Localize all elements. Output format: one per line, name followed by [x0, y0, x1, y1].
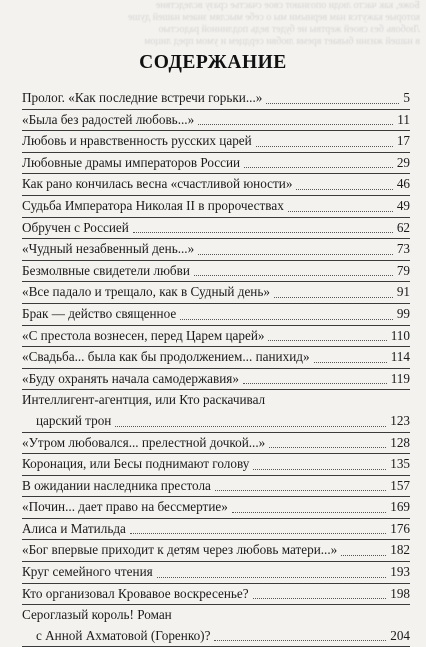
toc-leader	[314, 362, 387, 363]
toc-entry[interactable]	[22, 174, 410, 196]
toc-entry[interactable]	[22, 519, 410, 541]
toc-entry[interactable]	[22, 369, 410, 391]
toc-entry-page: 73	[396, 241, 410, 257]
toc-entry-page: 169	[390, 499, 410, 515]
toc-entry-title: «Свадьба... была как бы продолжением... панихид»	[22, 349, 310, 365]
toc-entry-title: «Почин... дает право на бессмертие»	[22, 499, 228, 515]
toc-entry[interactable]	[22, 584, 410, 606]
toc-entry[interactable]	[22, 605, 410, 647]
toc-entry-page: 91	[396, 284, 410, 300]
toc-entry[interactable]	[22, 562, 410, 584]
toc-entry[interactable]	[22, 433, 410, 455]
toc-entry-title: Пролог. «Как последние встречи горьки...»	[22, 90, 263, 105]
toc-entry[interactable]	[22, 218, 410, 240]
toc-leader	[269, 447, 386, 448]
page-title: СОДЕРЖАНИЕ	[139, 52, 287, 73]
toc-entry-page: 11	[397, 111, 410, 127]
toc-entry-page: 119	[390, 370, 410, 386]
toc-entry-page: 157	[390, 477, 410, 493]
toc-entry-title: «Бог впервые приходит к детям через любовь матери...»	[22, 542, 338, 558]
toc-entry-page: 114	[390, 349, 410, 365]
bleed-line: Боже, как часто люди опознают свое счастье сразу вследствие	[155, 0, 420, 11]
toc-entry-page: 17	[396, 133, 410, 149]
toc-entry[interactable]	[22, 196, 410, 218]
toc-entry[interactable]	[22, 88, 410, 110]
toc-entry[interactable]	[22, 497, 410, 519]
toc-leader	[296, 189, 392, 190]
toc-entry-page: 123	[390, 412, 410, 428]
toc-entry-page: 135	[390, 456, 410, 472]
toc-entry-title: Любовные драмы императоров России	[22, 154, 241, 170]
toc-leader	[198, 254, 393, 255]
toc-leader	[130, 533, 386, 534]
toc-entry-page: 204	[390, 627, 410, 643]
toc-entry-continuation	[22, 626, 410, 647]
toc-leader	[243, 383, 387, 384]
toc-entry-title: Сероглазый король! Роман	[22, 607, 172, 623]
toc-leader	[215, 490, 386, 491]
toc-entry[interactable]	[22, 239, 410, 261]
toc-entry-page: 79	[396, 262, 410, 278]
toc-leader	[256, 146, 393, 147]
bleed-through-text	[0, 0, 426, 50]
toc-entry[interactable]	[22, 304, 410, 326]
toc-leader	[274, 297, 393, 298]
toc-entry-page: 46	[396, 176, 410, 192]
toc-entry-title: В ожидании наследника престола	[22, 477, 211, 493]
toc-leader	[253, 469, 386, 470]
toc-leader	[133, 232, 393, 233]
toc-entry-title: Обручен с Россией	[22, 219, 129, 235]
toc-entry[interactable]	[22, 454, 410, 476]
toc-leader	[194, 275, 393, 276]
toc-entry[interactable]	[22, 347, 410, 369]
toc-entry-title: Кто организовал Кровавое воскресенье?	[22, 585, 249, 601]
toc-leader	[268, 340, 386, 341]
toc-entry[interactable]	[22, 540, 410, 562]
toc-entry-title: «Буду охранять начала самодержавия»	[22, 370, 239, 386]
toc-entry[interactable]	[22, 326, 410, 348]
toc-entry-page: 110	[390, 327, 410, 343]
bleed-line: которые кажутся нам верными мы о себе мыслям знаем нашей душе	[127, 12, 420, 23]
toc-entry-page: 193	[390, 564, 410, 580]
toc-entry-title: Интеллигент-агентция, или Кто раскачивал	[22, 392, 266, 408]
toc-leader	[253, 598, 387, 599]
toc-entry-page: 182	[390, 542, 410, 558]
toc-entry-continuation	[22, 411, 410, 432]
toc-leader	[180, 319, 393, 320]
bleed-line: Любовь без своей жертвы не будет ведь подлинной радостью	[158, 24, 420, 35]
toc-entry-page: 49	[396, 197, 410, 213]
toc-entry-title: Круг семейного чтения	[22, 564, 153, 580]
toc-entry-title-line2: с Анной Ахматовой (Горенко)?	[36, 627, 211, 643]
toc-entry-title: Алиса и Матильда	[22, 520, 126, 536]
toc-entry[interactable]	[22, 110, 410, 132]
toc-entry[interactable]	[22, 282, 410, 304]
toc-leader	[288, 211, 393, 212]
toc-entry-page: 198	[390, 585, 410, 601]
toc-entry-title: «Чудный незабвенный день...»	[22, 241, 195, 257]
toc-entry-title: Коронация, или Бесы поднимают голову	[22, 456, 250, 472]
toc-leader	[232, 512, 386, 513]
toc-leader	[157, 577, 387, 578]
toc-leader	[214, 640, 386, 641]
toc-entry-title: Любовь и нравственность русских царей	[22, 133, 252, 149]
toc-entry[interactable]	[22, 390, 410, 432]
toc-entry-page: 62	[396, 219, 410, 235]
toc-entry-title: «Все падало и трещало, как в Судный день»	[22, 284, 270, 300]
toc-entry-title-line2: царский трон	[36, 412, 112, 428]
toc-entry-title: Брак — действо священное	[22, 305, 177, 321]
toc-entry-title: Судьба Императора Николая II в пророчествах	[22, 197, 284, 213]
toc-leader	[266, 103, 399, 104]
toc-entry-page: 176	[390, 520, 410, 536]
toc-entry-page: 128	[390, 434, 410, 450]
toc-entry-page: 99	[396, 305, 410, 321]
toc-entry[interactable]	[22, 261, 410, 283]
toc-entry-title: «С престола вознесен, перед Царем царей»	[22, 327, 265, 343]
toc-entry-title: «Утром любовался... прелестной дочкой...»	[22, 434, 266, 450]
toc-entry[interactable]	[22, 153, 410, 175]
toc-leader	[198, 124, 393, 125]
toc-entry[interactable]	[22, 476, 410, 498]
table-of-contents	[22, 88, 410, 647]
toc-entry-title: Как рано кончилась весна «счастливой юности»	[22, 176, 293, 192]
toc-entry-page: 5	[403, 90, 410, 105]
toc-leader	[244, 167, 393, 168]
toc-leader	[341, 555, 386, 556]
toc-entry-page: 29	[396, 154, 410, 170]
bleed-line: в нашей жизни бывает время любви сердцем и умом пред лицом	[144, 36, 420, 47]
toc-entry-title: Безмолвные свидетели любви	[22, 262, 190, 278]
toc-entry-title: «Была без радостей любовь...»	[22, 111, 195, 127]
toc-entry[interactable]	[22, 131, 410, 153]
toc-leader	[115, 426, 386, 427]
